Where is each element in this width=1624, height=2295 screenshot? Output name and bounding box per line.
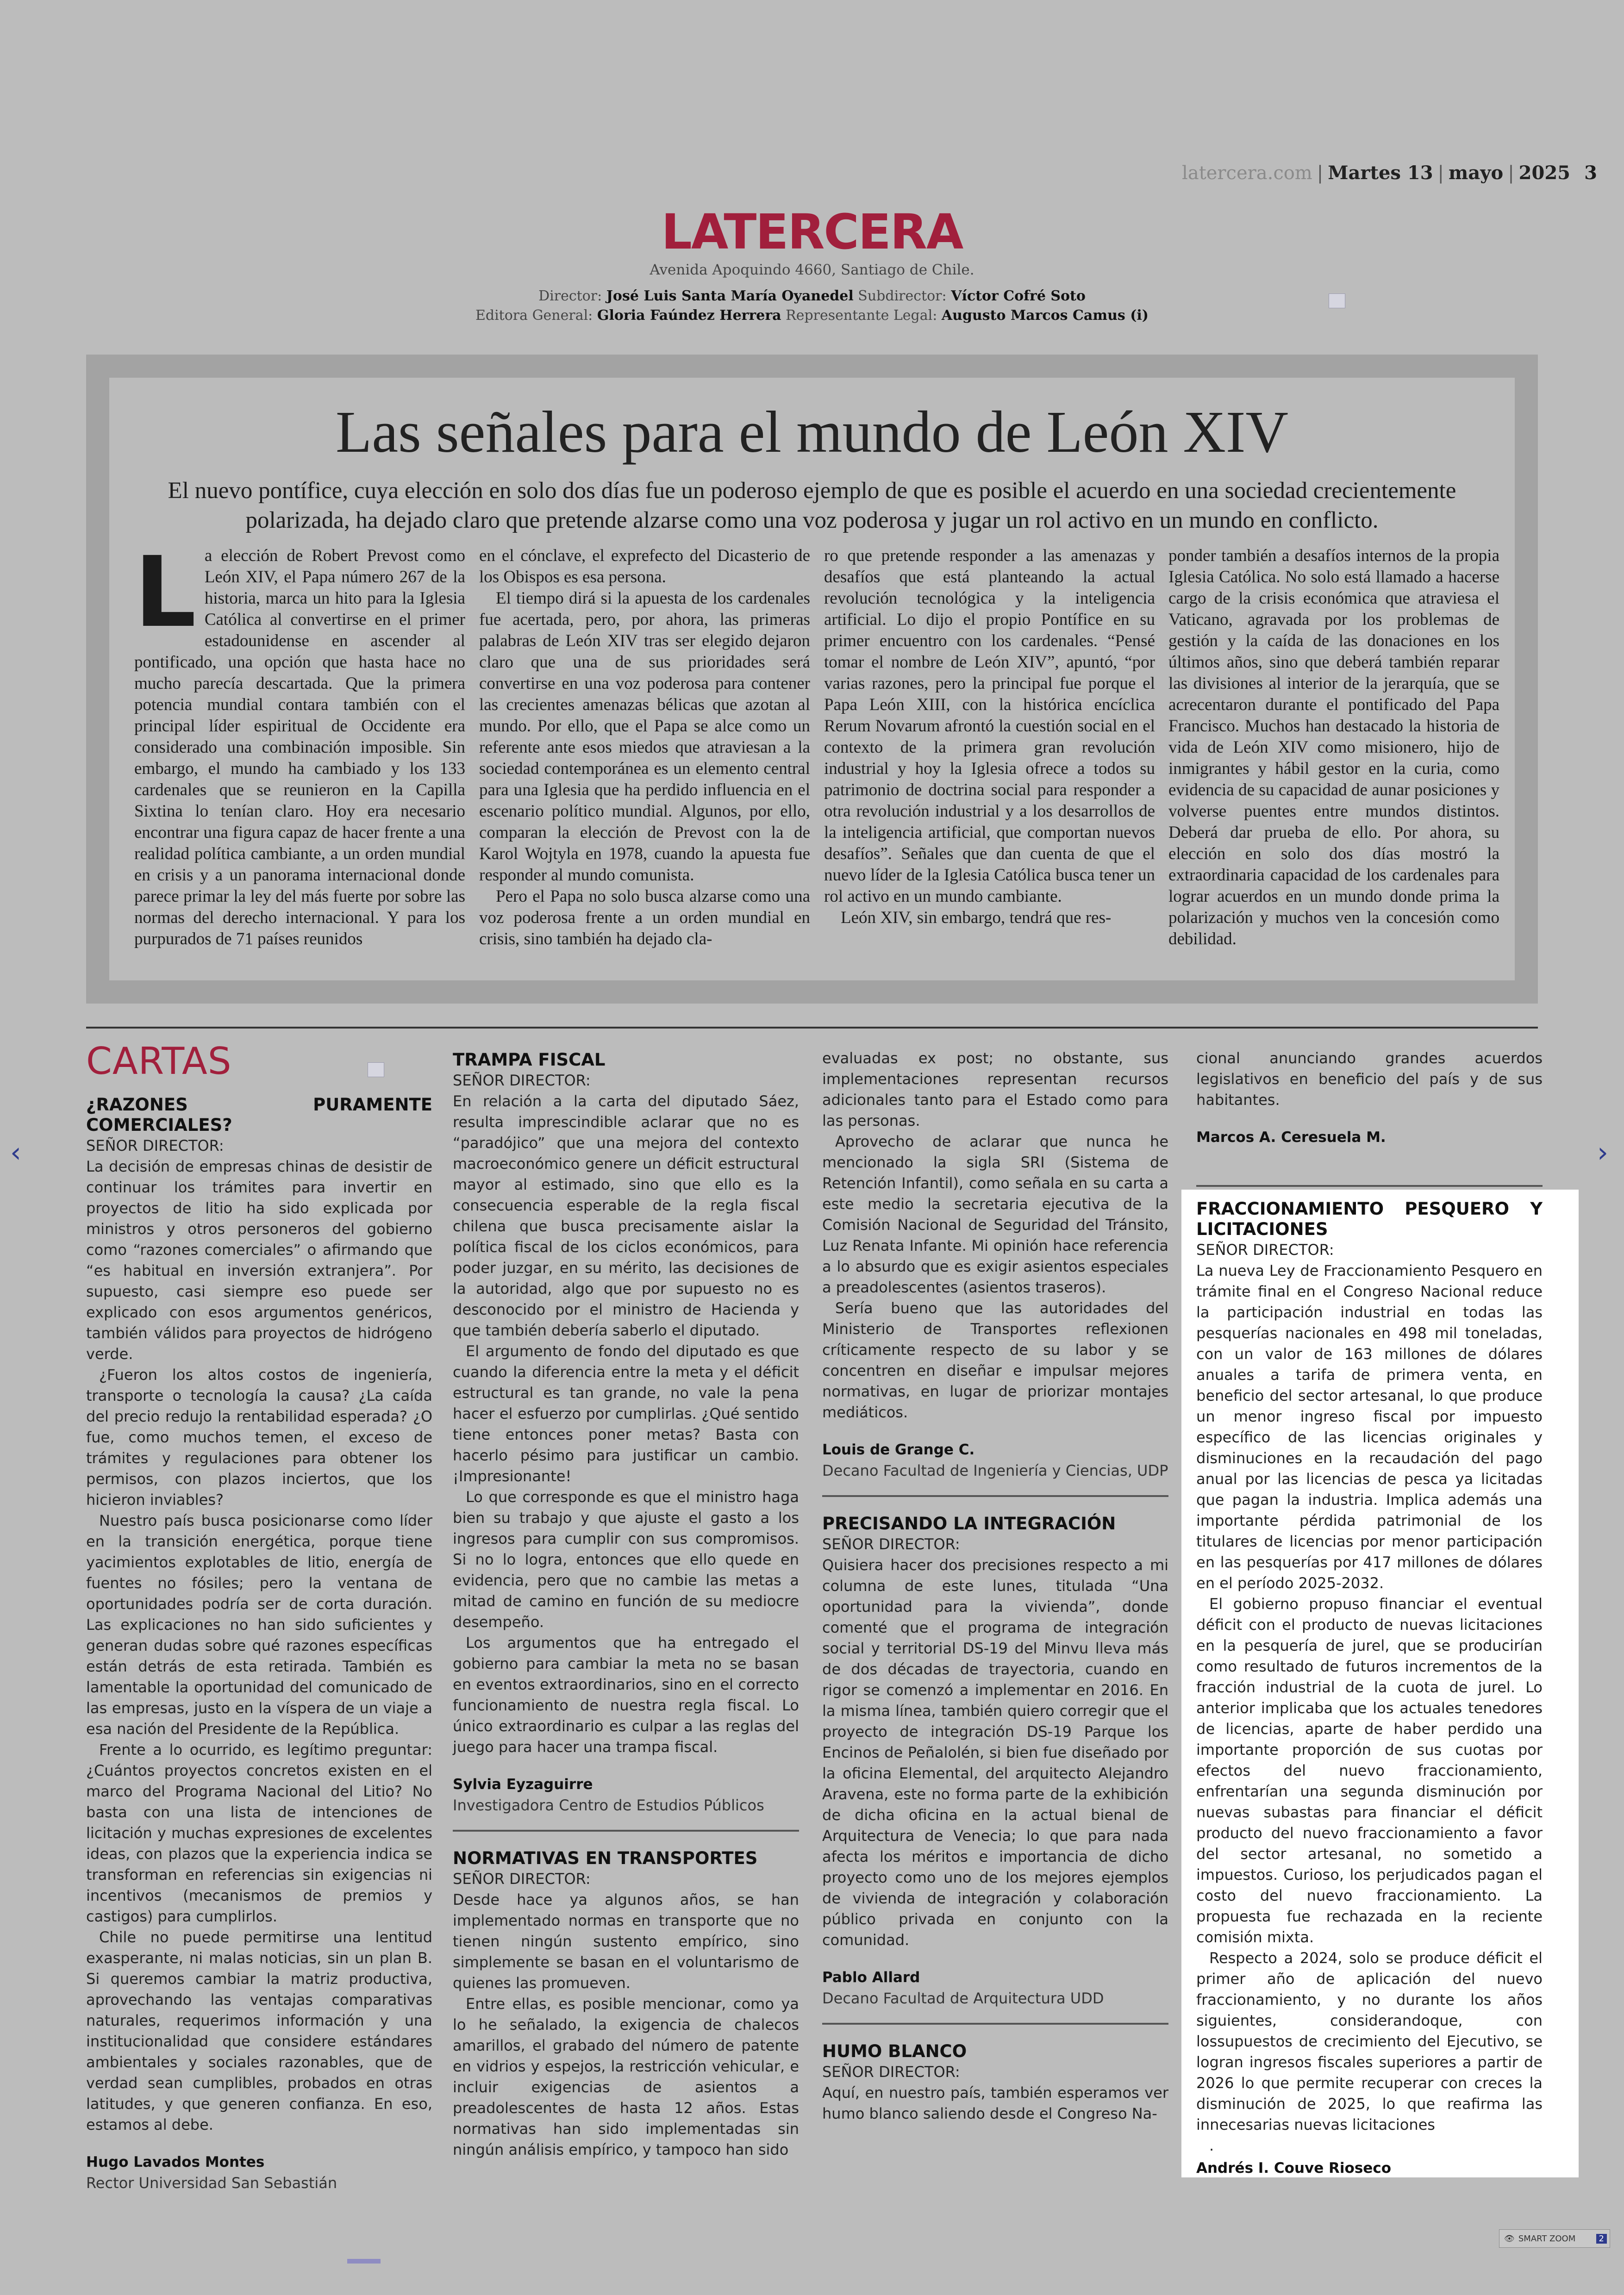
letter-signature: Hugo Lavados Montes [86, 2154, 265, 2170]
letter-column-2: TRAMPA FISCAL SEÑOR DIRECTOR: En relación a la carta del diputado Sáez, resulta imprescindible aclarar que no es “paradójico” que una mejora del contexto macroeconómico genere un déficit estructural mayor al estimado, sino que ello es la consecuencia esperable de la regla fiscal chilena que busca precisamente aislar la política fiscal de los ciclos económicos, para poder juzgar, en su mérito, las decisiones de la autoridad, algo que por supuesto no es desconocido por el ministro de Hacienda y que también debería saberlo el diputado. El argumento de fondo del diputado es que cuando la diferencia entre la meta y el déficit estructural es tan grande, no vale la pena hacer el esfuerzo por cumplirlas. ¿Qué sentido tiene entonces poner metas? Basta con hacerlo pésimo para justificar un cambio. ¡Impresionante! Lo que corresponde es que el ministro haga bien su trabajo y que ajuste el gasto a los ingresos para cumplir con sus compromisos. Si no lo logra, entonces que ello quede en evidencia, pero que no cambie las metas a mitad de camino en función de su mediocre desempeño. Los argumentos que ha entregado el gobierno para cambiar la meta no se basan en eventos extraordinarios, sino en el correcto funcionamiento de nuestra regla fiscal. Lo único extraordinario es culpar a las reglas del juego para hacer una trampa fiscal. Sylvia Eyzaguirre Investigadora Centro de Estudios Públicos NORMATIVAS EN TRANSPORTES SEÑOR DIRECTOR: Desde hace ya algunos años, se han implementado normas en transporte que no tienen ningún sustento empírico, sino simplemente se basan en el voluntarismo de quienes las promueven. Entre ellas, es posible mencionar, como ya lo he señalado, la exigencia de chalecos amarillos, el grabado del número de patente en vidrios y espejos, la restricción vehicular, e incluir exigencias de asientos a preadolescentes de hasta 12 años. Estas normativas han sido implementadas sin ningún análisis empírico, y tampoco han sido [453, 1050, 799, 2158]
salutation: SEÑOR DIRECTOR: [453, 1072, 591, 1089]
drop-cap: L [134, 536, 196, 649]
eye-icon: 👁 [1504, 2233, 1515, 2244]
letter-heading: PRECISANDO LA INTEGRACIÓN [822, 1514, 1116, 1534]
letter-razones-comerciales[interactable]: ¿RAZONES PURAMENTE COMERCIALES? SEÑOR DIRECTOR: La decisión de empresas chinas de desistir de continuar los trámites para invertir en proyectos de litio ha sido explicada por ministros y otros personeros del gobierno como “razones comerciales” o afirmando que “es habitual en inversión extranjera”. Por supuesto, casi siempre eso puede ser explicado con esos argumentos genéricos, también válidos para proyectos de hidrógeno verde. ¿Fueron los altos costos de ingeniería, transporte o tecnología la causa? ¿La caída del precio redujo la rentabilidad esperada? ¿O fue, como muchos temen, el exceso de trámites y regulaciones para obtener los permisos, con plazos inciertos, que los hicieron inviables? Nuestro país busca posicionarse como líder en la transición energética, porque tiene yacimientos explotables de litio, energía de fuentes no fósiles; pero la ventana de oportunidades podría ser de corta duración. Las explicaciones no han sido suficientes y generan dudas sobre qué razones específicas están detrás de esta retirada. También es lamentable la oportunidad del comunicado de las empresas, justo en la víspera de un viaje a esa nación del Presidente de la República. Frente a lo ocurrido, es legítimo preguntar: ¿Cuántos proyectos concretos existen en el marco del Programa Nacional del Litio? No basta con una lista de intenciones de licitación y muchas expresiones de excelentes ideas, con plazos que la experiencia indica se transforman en referencias sin exigencias ni incentivos (mecanismos de premios y castigos) para cumplirlos. Chile no puede permitirse una lentitud exasperante, ni malas noticias, sin un plan B. Si queremos cambiar la matriz productiva, aprovechando las ventajas comparativas naturales, requerimos información y una institucionalidad que considere estándares ambientales y sociales razonables, que de verdad sean cumplibles, probados en otras latitudes, y que generen confianza. En eso, estamos al debe. Hugo Lavados Montes Rector Universidad San Sebastián [86, 1095, 432, 2194]
salutation: SEÑOR DIRECTOR: [86, 1137, 224, 1154]
page-progress-bar[interactable] [347, 2259, 381, 2264]
editorial-column-3: ro que pretende responder a las amenazas y desafíos que está planteando la actual revolución tecnológica y la inteligencia artificial. Lo dijo el propio Pontífice en su primer encuentro con los cardenales. “Pensé tomar el nombre de León XIV”, apuntó, “por varias razones, pero la principal fue porque el Papa León XIII, con la histórica encíclica Rerum Novarum afrontó la cuestión social en el contexto de la primera gran revolución industrial y hoy la Iglesia ofrece a todos su patrimonio de doctrina social para responder a otra revolución industrial y a los desarrollos de la inteligencia artificial, que comportan nuevos desafíos”. Señales que dan cuenta de que el nuevo líder de la Iglesia Católica busca tener un rol activo en un mundo cambiante. León XIV, sin embargo, tendrá que res- [824, 546, 1155, 927]
letter-signature: Louis de Grange C. [822, 1441, 975, 1458]
letter-divider [822, 1495, 1168, 1497]
letter-divider [1196, 1185, 1543, 1187]
letter-divider [453, 1830, 799, 1832]
masthead-directors: Director: José Luis Santa María Oyanedel Subdirector: Víctor Cofré Soto [538, 288, 1086, 304]
zoom-count-badge: 2 [1596, 2234, 1607, 2244]
page-number: 3 [1584, 162, 1597, 184]
letter-author-role: Rector Universidad San Sebastián [86, 2174, 337, 2192]
smart-zoom-label: SMART ZOOM [1518, 2233, 1576, 2244]
letter-signature: Sylvia Eyzaguirre [453, 1776, 593, 1793]
letter-column-4: cional anunciando grandes acuerdos legislativos en beneficio del país y de sus habitantes. Marcos A. Ceresuela M. FRACCIONAMIENTO PESQUERO Y LICITACIONES SEÑOR DIRECTOR: La nueva Ley de Fraccionamiento Pesquero en trámite final en el Congreso Nacional reduce la participación industrial en todas las pesquerías nacionales en 498 mil toneladas, con un valor de 163 millones de dólares anuales a tarifa de primera venta, en beneficio del sector artesanal, lo que produce un menor ingreso fiscal por impuesto específico de las licencias originales y disminuciones en la recaudación del pago anual por las licencias de pesca ya licitadas que pagan la industria. Implica además una importante pérdida patrimonial de los titulares de licencias por menor participación en las pesquerías por 417 millones de dólares en el período 2025-2032. El gobierno propuso financiar el eventual déficit con el producto de nuevas licitaciones en la pesquería de jurel, que se producirían como resultado de futuros incrementos de la fracción industrial de la cuota de jurel. Lo anterior implicaba que los actuales tenedores de licencias, aparte de haber perdido una importante proporción de sus cuotas por efectos del nuevo fraccionamiento, enfrentarían una segunda disminución por nuevas subastas para financiar el déficit producto del nuevo fraccionamiento a favor del sector artesanal, no sometido a impuestos. Curioso, los perjudicados pagan el costo del nuevo fraccionamiento. La propuesta fue rechazada en la reciente comisión mixta. Respecto a 2024, solo se produce déficit el primer año de aplicación del nuevo fraccionamiento, y no durante los años siguientes, considerandoque, con lossupuestos de crecimiento del Ejecutivo, se logran ingresos fiscales superiores a partir de 2026 lo que permite recuperar con creces la disminución de 2025, lo que reafirma las innecesarias nuevas licitaciones . Andrés I. Couve Rioseco [1196, 1048, 1543, 2179]
salutation: SEÑOR DIRECTOR: [1196, 1241, 1334, 1259]
date-month: mayo [1449, 162, 1504, 184]
letter-heading: TRAMPA FISCAL [453, 1050, 606, 1070]
letter-heading: ¿RAZONES PURAMENTE COMERCIALES? [86, 1095, 432, 1135]
date-year: 2025 [1518, 162, 1570, 184]
salutation: SEÑOR DIRECTOR: [822, 2063, 960, 2081]
letter-heading: HUMO BLANCO [822, 2041, 967, 2061]
editorial-title: Las señales para el mundo de León XIV [336, 399, 1288, 465]
editorial-column-1: L a elección de Robert Prevost como León XIV, el Papa número 267 de la historia, marca un hito para la Iglesia Católica al convertirse en el primer estadounidense en ascender al pontificado, una opción que hasta hace no mucho parecía descartada. Que la primera potencia mundial contara también con el principal líder espiritual de Occidente era considerado una combinación imposible. Sin embargo, el mundo ha cambiado y los 133 cardenales que se reunieron en la Capilla Sixtina lo tenían claro. Hoy era necesario encontrar una figura capaz de hacer frente a una realidad política cambiante, a un orden mundial en crisis y a un panorama internacional donde parece primar la ley del más fuerte por sobre las normas del derecho internacional. Y para los purpurados de 71 países reunidos [134, 536, 465, 948]
letter-heading: FRACCIONAMIENTO PESQUERO Y LICITACIONES [1196, 1199, 1543, 1239]
editorial-column-2: en el cónclave, el exprefecto del Dicasterio de los Obispos es esa persona. El tiempo dirá si la apuesta de los cardenales fue acertada, pero, por ahora, las primeras palabras de León XIV tras ser elegido dejaron claro que una de sus prioridades será convertirse en una voz poderosa para contener las crecientes amenazas bélicas que azotan al mundo. Por ello, que el Papa se alce como un referente ante esos miedos que atraviesan a la sociedad contemporánea es un elemento central para una Iglesia que ha perdido influencia en el escenario político mundial. Algunos, por ello, comparan la elección de Prevost con la de Karol Wojtyla en 1978, cuando la apuesta fue responder al mundo comunista. Pero el Papa no solo busca alzarse como una voz poderosa frente a un orden mundial en crisis, sino también ha dejado cla- [479, 546, 810, 948]
letter-signature: Andrés I. Couve Rioseco [1196, 2160, 1391, 2177]
article-marker-icon[interactable] [1329, 293, 1345, 308]
editorial-subtitle: El nuevo pontífice, cuya elección en solo dos días fue un poderoso ejemplo de que es posible el acuerdo en una sociedad crecientemente polarizada, ha dejado claro que pretende alzarse como una voz poderosa y jugar un rol activo en un mundo en conflicto. [168, 478, 1456, 533]
article-marker-icon[interactable] [368, 1062, 384, 1077]
salutation: SEÑOR DIRECTOR: [822, 1535, 960, 1553]
site-link[interactable]: latercera.com [1182, 162, 1312, 184]
section-divider [86, 1027, 1538, 1029]
dateline: latercera.com | Martes 13 | mayo | 2025 [1182, 162, 1570, 184]
salutation: SEÑOR DIRECTOR: [453, 1870, 591, 1888]
address: Avenida Apoquindo 4660, Santiago de Chile. [650, 262, 974, 278]
letter-divider [822, 2023, 1168, 2025]
smart-zoom-button[interactable] [1499, 2229, 1610, 2248]
letter-author-role: Decano Facultad de Ingeniería y Ciencias, UDP [822, 1462, 1168, 1479]
date-day: Martes 13 [1328, 162, 1433, 184]
letter-author-role: Decano Facultad de Arquitectura UDD [822, 1989, 1104, 2007]
masthead-editors: Editora General: Gloria Faúndez Herrera Representante Legal: Augusto Marcos Camus (i) [475, 307, 1149, 324]
section-title-cartas: CARTAS [86, 1040, 232, 1083]
letter-author-role: Investigadora Centro de Estudios Públicos [453, 1796, 764, 1814]
previous-page-button[interactable]: ‹ [10, 1136, 21, 1169]
letter-heading: NORMATIVAS EN TRANSPORTES [453, 1848, 758, 1868]
letter-signature: Pablo Allard [822, 1969, 920, 1986]
letter-signature: Marcos A. Ceresuela M. [1196, 1129, 1386, 1146]
next-page-button[interactable]: › [1597, 1136, 1608, 1169]
editorial-column-4: ponder también a desafíos internos de la propia Iglesia Católica. No solo está llamado a hacerse cargo de la crisis económica que atraviesa el Vaticano, agravada por los problemas de gestión y la caída de las donaciones en los últimos años, sino que deberá también reparar las divisiones al interior de la jerarquía, que se acrecentaron durante el pontificado del Papa Francisco. Muchos han destacado la historia de vida de León XIV como misionero, hijo de inmigrantes y hábil gestor en la curia, como evidencia de su capacidad de aunar posiciones y volverse puentes entre mundos distintos. Deberá dar prueba de ello. Por ahora, su elección en solo dos días mostró la extraordinaria capacidad de los cardenales para lograr acuerdos en un mundo donde prima la polarización y muchos ven la concesión como debilidad. [1168, 546, 1499, 948]
masthead-logo: LATERCERA [661, 204, 963, 260]
letter-column-3: evaluadas ex post; no obstante, sus implementaciones representan recursos adicionales tanto para el Estado como para las personas. Aprovecho de aclarar que nunca he mencionado la sigla SRI (Sistema de Retención Infantil), como señala en su carta a este medio la secretaria ejecutiva de la Comisión Nacional de Seguridad del Tránsito, Luz Renata Infante. Mi opinión hace referencia a lo absurdo que es exigir asientos especiales a preadolescentes (asientos traseros). Sería bueno que las autoridades del Ministerio de Transportes reflexionen críticamente respecto de su labor y se concentren en diseñar e impulsar mejores normativas, en lugar de priorizar montajes mediáticos. Louis de Grange C. Decano Facultad de Ingeniería y Ciencias, UDP PRECISANDO LA INTEGRACIÓN SEÑOR DIRECTOR: Quisiera hacer dos precisiones respecto a mi columna de este lunes, titulada “Una oportunidad para la vivienda”, donde comenté que el programa de integración social y territorial DS-19 del Minvu lleva más de dos décadas de trayectoria, cuando en rigor se comenzó a implementar en 2016. En la misma línea, también quiero corregir que el proyecto de integración DS-19 Parque los Encinos de Peñalolén, si bien fue diseñado por la oficina Elemental, del arquitecto Alejandro Aravena, este no forma parte de la exhibición de dicha oficina en la actual bienal de Arquitectura de Venecia; lo que para nada afecta los méritos e importancia de dicho proyecto como uno de los mejores ejemplos de vivienda de integración y colaboración público privada en conjunto con la comunidad. Pablo Allard Decano Facultad de Arquitectura UDD HUMO BLANCO SEÑOR DIRECTOR: Aquí, en nuestro país, también esperamos ver humo blanco saliendo desde el Congreso Na- [822, 1049, 1168, 2122]
